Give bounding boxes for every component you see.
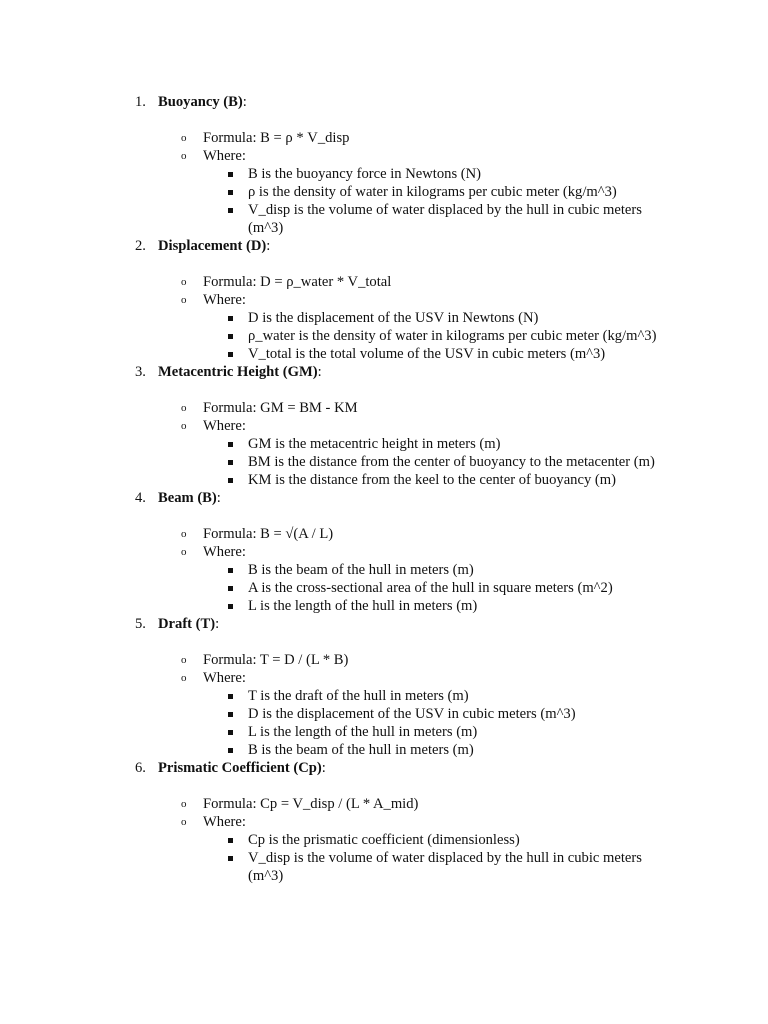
section-title-text: Beam (B) bbox=[158, 490, 217, 506]
square-bullet-icon bbox=[228, 856, 233, 861]
square-bullet-icon bbox=[228, 352, 233, 357]
section-heading bbox=[0, 489, 768, 508]
circle-bullet-icon: o bbox=[181, 402, 187, 414]
square-bullet-icon bbox=[228, 838, 233, 843]
square-bullet-icon bbox=[228, 586, 233, 591]
definition-item bbox=[0, 471, 768, 489]
section-title bbox=[158, 615, 219, 633]
definition-text: A is the cross-sectional area of the hull in square meters (m^2) bbox=[248, 580, 613, 596]
section-number: 1. bbox=[135, 94, 146, 110]
circle-bullet-icon: o bbox=[181, 672, 187, 684]
section-heading bbox=[0, 363, 768, 382]
circle-bullet-icon: o bbox=[181, 294, 187, 306]
section-title-suffix: : bbox=[216, 490, 221, 506]
circle-bullet-icon: o bbox=[181, 798, 187, 810]
formula-text: Formula: T = D / (L * B) bbox=[203, 652, 349, 668]
section-title-text: Draft (T) bbox=[158, 616, 216, 632]
where-item bbox=[0, 543, 768, 561]
definition-text: T is the draft of the hull in meters (m) bbox=[248, 688, 469, 704]
section bbox=[0, 489, 768, 615]
definition-text: D is the displacement of the USV in cubic meters (m^3) bbox=[248, 706, 576, 722]
formula-item bbox=[0, 651, 768, 669]
definition-text: Cp is the prismatic coefficient (dimensionless) bbox=[248, 832, 520, 848]
section-title bbox=[158, 93, 247, 111]
section-heading bbox=[0, 93, 768, 112]
formula-text: Formula: Cp = V_disp / (L * A_mid) bbox=[203, 796, 419, 812]
definition-text: V_total is the total volume of the USV in cubic meters (m^3) bbox=[248, 346, 606, 362]
square-bullet-icon bbox=[228, 190, 233, 195]
section-heading bbox=[0, 237, 768, 256]
section-title-suffix: : bbox=[242, 94, 247, 110]
definition-text: L is the length of the hull in meters (m) bbox=[248, 724, 478, 740]
section-title-text: Displacement (D) bbox=[158, 238, 267, 254]
circle-bullet-icon: o bbox=[181, 654, 187, 666]
section-heading bbox=[0, 759, 768, 778]
definition-item bbox=[0, 165, 768, 183]
section-heading bbox=[0, 615, 768, 634]
section-title-text: Buoyancy (B) bbox=[158, 94, 243, 110]
formula-item bbox=[0, 129, 768, 147]
circle-bullet-icon: o bbox=[181, 420, 187, 432]
square-bullet-icon bbox=[228, 442, 233, 447]
square-bullet-icon bbox=[228, 712, 233, 717]
definition-text: D is the displacement of the USV in Newtons (N) bbox=[248, 310, 539, 326]
where-item bbox=[0, 669, 768, 687]
formula-text: Formula: GM = BM - KM bbox=[203, 400, 358, 416]
formula-item bbox=[0, 273, 768, 291]
section-title-suffix: : bbox=[215, 616, 220, 632]
where-label: Where: bbox=[203, 544, 246, 560]
section bbox=[0, 93, 768, 237]
section-title bbox=[158, 363, 322, 381]
square-bullet-icon bbox=[228, 478, 233, 483]
section-title-suffix: : bbox=[321, 760, 326, 776]
section bbox=[0, 759, 768, 885]
definition-text: BM is the distance from the center of buoyancy to the metacenter (m) bbox=[248, 454, 655, 470]
definition-item bbox=[0, 831, 768, 849]
definition-item bbox=[0, 183, 768, 201]
circle-bullet-icon: o bbox=[181, 816, 187, 828]
where-item bbox=[0, 291, 768, 309]
definition-text: KM is the distance from the keel to the center of buoyancy (m) bbox=[248, 472, 616, 488]
definition-text: ρ is the density of water in kilograms per cubic meter (kg/m^3) bbox=[248, 184, 617, 200]
section bbox=[0, 237, 768, 363]
square-bullet-icon bbox=[228, 604, 233, 609]
section-title-text: Prismatic Coefficient (Cp) bbox=[158, 760, 322, 776]
definition-text: V_disp is the volume of water displaced by the hull in cubic meters (m^3) bbox=[248, 850, 642, 884]
definition-item bbox=[0, 723, 768, 741]
definition-text: L is the length of the hull in meters (m) bbox=[248, 598, 478, 614]
square-bullet-icon bbox=[228, 334, 233, 339]
definition-item bbox=[0, 345, 768, 363]
definition-text: B is the beam of the hull in meters (m) bbox=[248, 562, 474, 578]
definition-item bbox=[0, 597, 768, 615]
definition-text: GM is the metacentric height in meters (m) bbox=[248, 436, 501, 452]
where-label: Where: bbox=[203, 670, 246, 686]
document-body bbox=[0, 93, 768, 885]
where-label: Where: bbox=[203, 292, 246, 308]
definition-text: B is the beam of the hull in meters (m) bbox=[248, 742, 474, 758]
definition-item bbox=[0, 741, 768, 759]
square-bullet-icon bbox=[228, 316, 233, 321]
formula-item bbox=[0, 399, 768, 417]
section-title bbox=[158, 237, 270, 255]
definition-item bbox=[0, 327, 768, 345]
section-number: 5. bbox=[135, 616, 146, 632]
definition-text: ρ_water is the density of water in kilograms per cubic meter (kg/m^3) bbox=[248, 328, 657, 344]
definition-item bbox=[0, 687, 768, 705]
square-bullet-icon bbox=[228, 172, 233, 177]
square-bullet-icon bbox=[228, 730, 233, 735]
formula-item bbox=[0, 525, 768, 543]
section-number: 6. bbox=[135, 760, 146, 776]
where-label: Where: bbox=[203, 814, 246, 830]
definition-item bbox=[0, 579, 768, 597]
square-bullet-icon bbox=[228, 694, 233, 699]
section-title bbox=[158, 489, 221, 507]
definition-item bbox=[0, 849, 768, 885]
definition-item bbox=[0, 309, 768, 327]
formula-text: Formula: B = ρ * V_disp bbox=[203, 130, 350, 146]
section-number: 2. bbox=[135, 238, 146, 254]
where-item bbox=[0, 417, 768, 435]
section bbox=[0, 363, 768, 489]
formula-text: Formula: B = √(A / L) bbox=[203, 526, 334, 542]
formula-text: Formula: D = ρ_water * V_total bbox=[203, 274, 392, 290]
section-title bbox=[158, 759, 326, 777]
definition-item bbox=[0, 201, 768, 237]
definition-item bbox=[0, 561, 768, 579]
formula-item bbox=[0, 795, 768, 813]
square-bullet-icon bbox=[228, 748, 233, 753]
circle-bullet-icon: o bbox=[181, 528, 187, 540]
section-number: 4. bbox=[135, 490, 146, 506]
square-bullet-icon bbox=[228, 460, 233, 465]
definition-item bbox=[0, 453, 768, 471]
where-item bbox=[0, 147, 768, 165]
circle-bullet-icon: o bbox=[181, 546, 187, 558]
section-title-suffix: : bbox=[266, 238, 271, 254]
section-number: 3. bbox=[135, 364, 146, 380]
definition-item bbox=[0, 705, 768, 723]
where-label: Where: bbox=[203, 418, 246, 434]
where-label: Where: bbox=[203, 148, 246, 164]
circle-bullet-icon: o bbox=[181, 276, 187, 288]
section bbox=[0, 615, 768, 759]
square-bullet-icon bbox=[228, 208, 233, 213]
section-title-suffix: : bbox=[317, 364, 322, 380]
where-item bbox=[0, 813, 768, 831]
circle-bullet-icon: o bbox=[181, 150, 187, 162]
definition-text: V_disp is the volume of water displaced by the hull in cubic meters (m^3) bbox=[248, 202, 642, 236]
section-title-text: Metacentric Height (GM) bbox=[158, 364, 318, 380]
circle-bullet-icon: o bbox=[181, 132, 187, 144]
square-bullet-icon bbox=[228, 568, 233, 573]
definition-item bbox=[0, 435, 768, 453]
definition-text: B is the buoyancy force in Newtons (N) bbox=[248, 166, 482, 182]
